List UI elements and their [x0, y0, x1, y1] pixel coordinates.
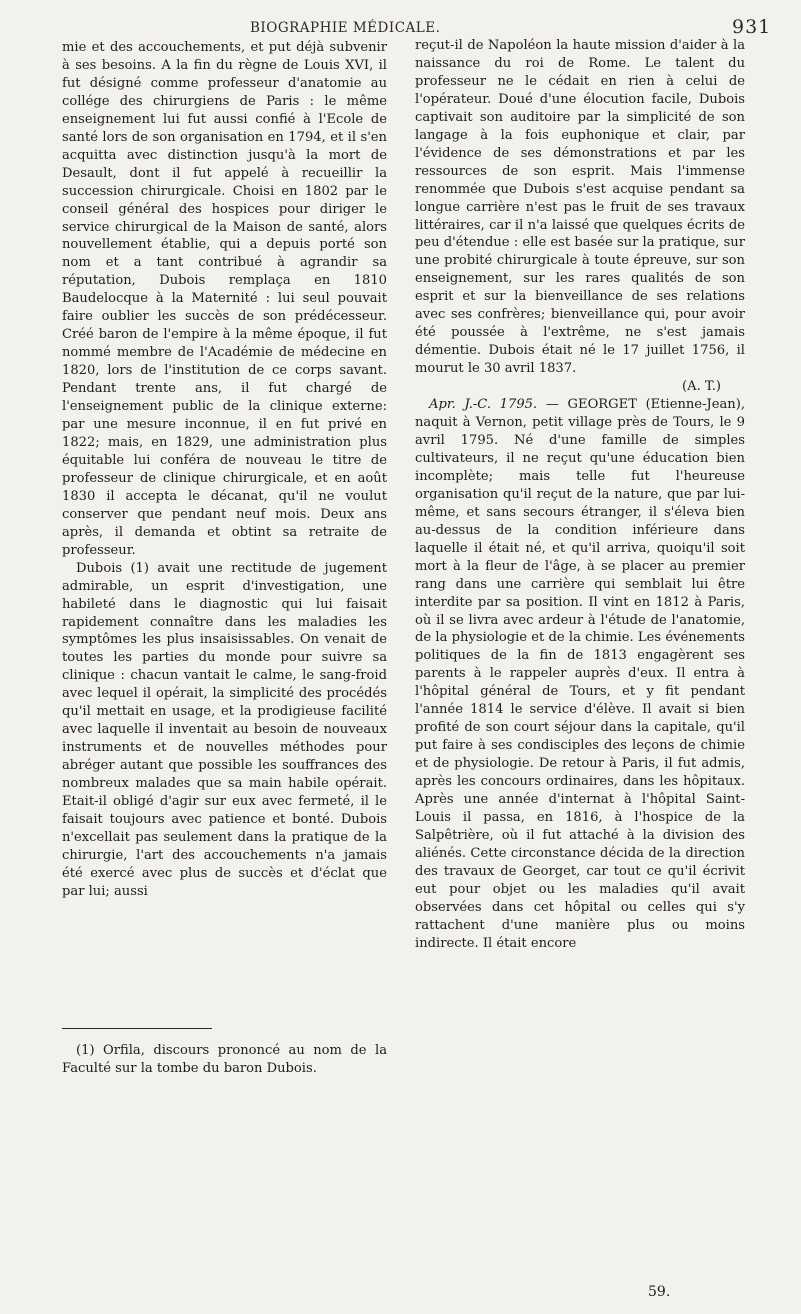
page-number: 931 [732, 16, 772, 38]
right-paragraph-2 [415, 396, 745, 953]
footnote-rule [62, 1028, 212, 1029]
right-column [415, 37, 745, 953]
entry-date: Apr. J.-C. 1795. [429, 397, 538, 413]
author-signature: (A. T.) [682, 379, 721, 395]
left-column [62, 39, 387, 901]
signature-mark: 59. [648, 1284, 671, 1300]
georget-entry-text: — GEORGET (Etienne-Jean), naquit à Vernon, petit village près de Tours, le 9 avril 1795. Né d'une famille de simples cultivateurs, il ne reçut qu'une éducation bien incomplète; mais telle fut l'heureuse organisation qu'il reçut de la nature, que par lui-même, et sans secours étranger, il s'éleva bien au-dessus de la condition inférieure dans laquelle il était né, et qu'il arriva, quoiqu'il soit mort à la fleur de l'âge, à se placer au premier rang dans une carrière qui semblait lui être interdite par sa position. Il vint en 1812 à Paris, où il se livra avec ardeur à l'étude de l'anatomie, de la physiologie et de la chimie. Les événements politiques de la fin de 1813 engagèrent ses parents à le rappeler auprès d'eux. Il entra à l'hôpital général de Tours, et y fit pendant l'année 1814 le service d'élève. Il avait si bien profité de son court séjour dans la capitale, qu'il put faire à ses condisciples des leçons de chimie et de physiologie. De retour à Paris, il fut admis, après les concours ordinaires, dans les hôpitaux. Après une année d'internat à l'hôpital Saint-Louis il passa, en 1816, à l'hospice de la Salpêtrière, où il fut attaché à la division des aliénés. Cette circonstance décida de la direction des travaux de Georget, car tout ce qu'il écrivit eut pour objet ou les maladies qu'il avait observées dans cet hôpital ou celles qui s'y rattachent d'une manière plus ou moins indirecte. Il était encore [415, 397, 745, 951]
left-paragraph-2: Dubois (1) avait une rectitude de jugement admirable, un esprit d'investigation, une habileté dans le diagnostic qui lui faisait rapidement connaître dans les maladies les symptômes les plus insaisissables. On venait de toutes les parties du monde pour suivre sa clinique : chacun vantait le calme, le sang-froid avec lequel il opérait, la simplicité des procédés qu'il mettait en usage, et la prodigieuse facilité avec laquelle il inventait au besoin de nouveaux instruments et de nouvelles méthodes pour abréger autant que possible les souffrances des nombreux malades que sa main habile opérait. Etait-il obligé d'agir sur eux avec fermeté, il le faisait toujours avec patience et bonté. Dubois n'excellait pas seulement dans la pratique de la chirurgie, l'art des accouchements n'a jamais été exercé avec plus de succès et d'éclat que par lui; aussi [62, 560, 387, 899]
footnote: (1) Orfila, discours prononcé au nom de la Faculté sur la tombe du baron Dubois. [62, 1043, 387, 1076]
left-paragraph-1: mie et des accouchements, et put déjà subvenir à ses besoins. A la fin du règne de Louis XVI, il fut désigné comme professeur d'anatomie au collége des chirurgiens de Paris : le même enseignement lui fut aussi confié à l'Ecole de santé lors de son organisation en 1794, et il s'en acquitta avec distinction jusqu'à la mort de Desault, dont il fut appelé à recueillir la succession chirurgicale. Choisi en 1802 par le conseil général des hospices pour diriger le service chirurgical de la Maison de santé, alors nouvellement établie, qui a depuis porté son nom et a tant contribué à agrandir sa réputation, Dubois remplaça en 1810 Baudelocque à la Maternité : lui seul pouvait faire oublier les succès de son prédécesseur. Créé baron de l'empire à la même époque, il fut nommé membre de l'Académie de médecine en 1820, lors de l'institution de ce corps savant. Pendant trente ans, il fut chargé de l'enseignement public de la clinique externe: par une mesure inconnue, il en fut privé en 1822; mais, en 1829, une administration plus équitable lui conféra de nouveau le titre de professeur de clinique chirurgicale, et en août 1830 il accepta le décanat, qu'il ne voulut conserver que pendant neuf mois. Deux ans après, il demanda et obtint sa retraite de professeur. [62, 40, 387, 558]
running-title: BIOGRAPHIE MÉDICALE. [250, 20, 441, 36]
right-paragraph-1: reçut-il de Napoléon la haute mission d'aider à la naissance du roi de Rome. Le talent du professeur ne le cédait en rien à celui de l'opérateur. Doué d'une élocution facile, Dubois captivait son auditoire par la simplicité de son langage à la fois euphonique et clair, par l'évidence de ses démonstrations et par les ressources de son esprit. Mais l'immense renommée que Dubois s'est acquise pendant sa longue carrière n'est pas le fruit de ses travaux littéraires, car il n'a laissé que quelques écrits de peu d'étendue : elle est basée sur la pratique, sur une probité chirurgicale à toute épreuve, sur son enseignement, sur les rares qualités de son esprit et sur la bienveillance de ses relations avec ses confrères; bienveillance qui, pour avoir été poussée à l'extrême, ne s'est jamais démentie. Dubois était né le 17 juillet 1756, il mourut le 30 avril 1837. [415, 38, 745, 377]
